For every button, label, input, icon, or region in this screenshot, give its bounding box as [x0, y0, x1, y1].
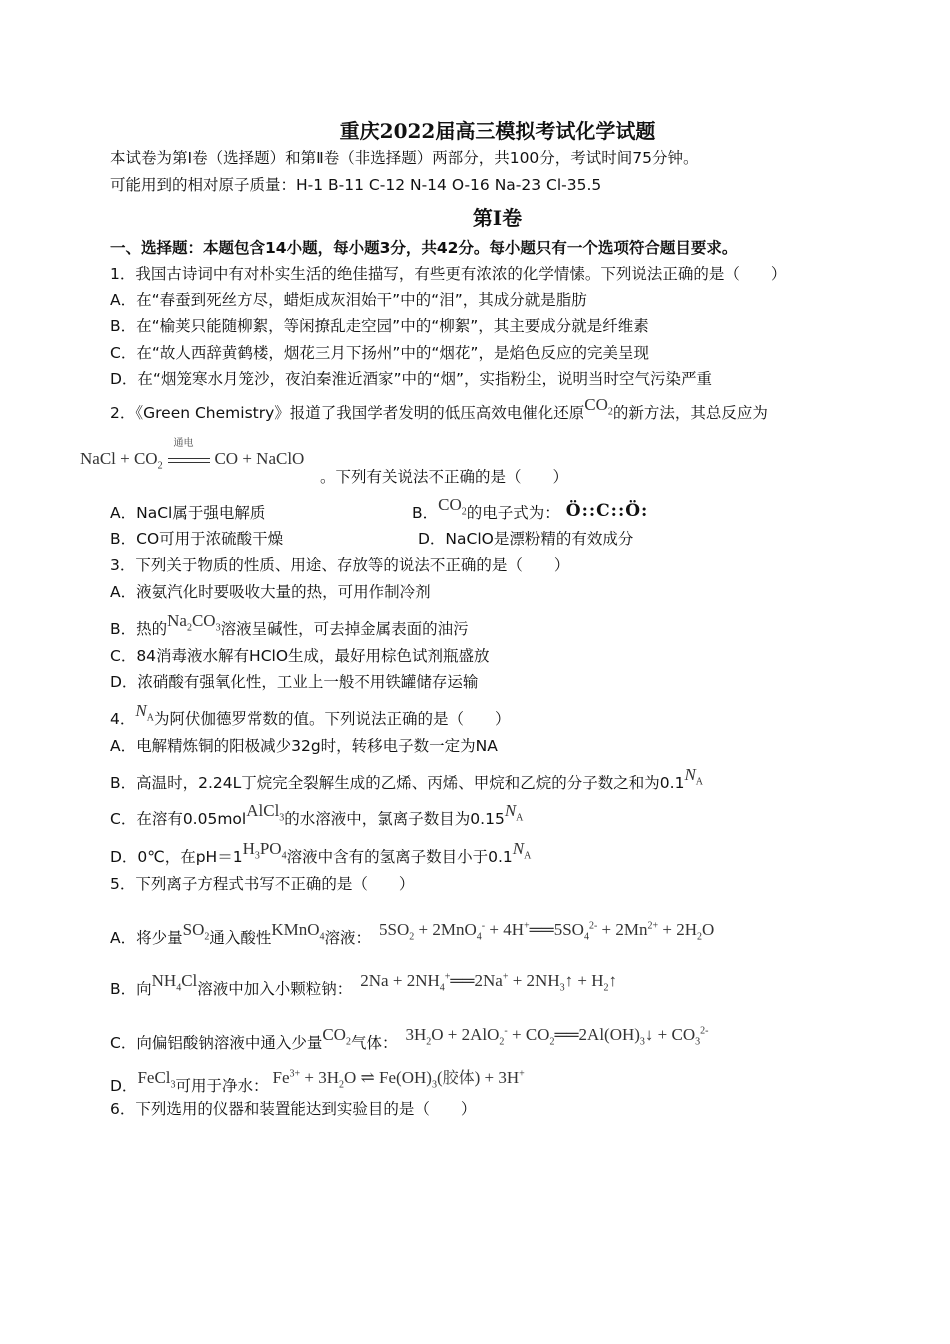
q5-option-c [110, 1020, 708, 1053]
q5-d-prefix: D． [110, 1076, 138, 1095]
equation-c: $3H_2O + 2AlO_2^-$ + $CO_2══2Al(OH)_3↓ + CO_3^{2-}$ [405, 1024, 709, 1048]
section-instruction: 一、选择题：本题包含14小题，每小题3分，共42分。每小题只有一个选项符合题目要求。 [110, 239, 738, 257]
q2-b-suffix: 的电子式为： [466, 504, 560, 522]
formula-na: $N_A$ [512, 839, 532, 862]
q4-option-b [110, 764, 703, 793]
q4-d-prefix: D．0℃，在pH＝1 [110, 848, 243, 866]
q1-option-b: B．在“榆荚只能随柳絮，等闲撩乱走空园”中的“柳絮”，其主要成分就是纤维素 [110, 317, 649, 335]
q3-b-suffix: 溶液呈碱性，可去掉金属表面的油污 [220, 620, 469, 638]
q1-stem: 1．我国古诗词中有对朴实生活的绝佳描写，有些更有浓浓的化学情愫。下列说法正确的是（ ） [110, 265, 787, 283]
q2-option-b [412, 494, 648, 523]
q4-option-a: A．电解精炼铜的阳极减少32g时，转移电子数一定为NA [110, 737, 498, 755]
q5-a-prefix: A．将少量 [110, 928, 183, 947]
formula-co2: $CO_2$ [584, 395, 613, 418]
q3-b-prefix: B．热的 [110, 620, 168, 638]
formula-na2co3: $Na_2CO_3$ [167, 611, 221, 634]
formula-na: $N_A$ [684, 765, 704, 788]
q2-reaction [80, 437, 305, 477]
q1-option-a: A．在“春蚕到死丝方尽，蜡炬成灰泪始干”中的“泪”，其成分就是脂肪 [110, 291, 587, 309]
q4-d-suffix: 溶液中含有的氢离子数目小于0.1 [286, 848, 513, 866]
formula-co2: $CO_2$ [322, 1024, 351, 1048]
q4-option-d [110, 838, 531, 867]
q5-d-suffix: 可用于净水： [175, 1076, 269, 1095]
q5-b-suffix: 溶液中加入小颗粒钠： [197, 979, 353, 998]
condition-label: 通电 [173, 437, 194, 449]
q4-option-c [110, 800, 523, 829]
q3-stem: 3．下列关于物质的性质、用途、存放等的说法不正确的是（ ） [110, 556, 570, 574]
formula-h3po4: $H_3PO_4$ [242, 839, 287, 862]
q5-a-suffix: 溶液： [324, 928, 372, 947]
q5-c-suffix: 气体： [350, 1033, 398, 1052]
q2-stem-a: 2．《Green Chemistry》报道了我国学者发明的低压高效电催化还原 [110, 404, 585, 422]
q5-a-mid: 通入酸性 [209, 928, 272, 947]
equation-a: $5SO_2 + 2MnO_4^-$ + $4H^+══5SO_4^{2-} + 2Mn^{2+} + 2H_2O$ [379, 919, 715, 943]
q3-option-b [110, 610, 469, 639]
equation-d: $Fe^{3+} + 3H_2O$ ⇌ $Fe(OH)_3$(胶体) + 3H+ [272, 1067, 525, 1091]
q1-option-d: D．在“烟笼寒水月笼沙，夜泊秦淮近酒家”中的“烟”，实指粉尘，说明当时空气污染严重 [110, 370, 713, 388]
formula-fecl3: FeCl$_3$ [137, 1067, 176, 1091]
formula-na: $N_A$ [504, 801, 524, 824]
q2-stem-b: 的新方法，其总反应为 [612, 404, 768, 422]
formula-nh4cl: $NH_4Cl$ [151, 970, 198, 994]
q3-option-c: C．84消毒液水解有HClO生成，最好用棕色试剂瓶盛放 [110, 647, 490, 665]
formula-co2: $CO_2$ [438, 495, 467, 518]
q3-option-a: A．液氨汽化时要吸收大量的热，可用作制冷剂 [110, 583, 431, 601]
equation-b: $2Na + 2NH_4^+══2Na^+$ + $2NH_3↑$ + $H_2↑$ [360, 970, 617, 994]
q2-tail: 。下列有关说法不正确的是（ ） [320, 468, 569, 486]
colloid-label: 胶体 [442, 1067, 475, 1087]
intro-line-2: 可能用到的相对原子质量：H-1 B-11 C-12 N-14 O-16 Na-23 Cl-35.5 [110, 176, 602, 194]
q2-option-a: A．NaCl属于强电解质 [110, 504, 266, 522]
q6-stem: 6．下列选用的仪器和装置能达到实验目的是（ ） [110, 1100, 477, 1118]
q5-c-prefix: C．向偏铝酸钠溶液中通入少量 [110, 1033, 323, 1052]
q4-b-text: B．高温时，2.24L丁烷完全裂解生成的乙烯、丙烯、甲烷和乙烷的分子数之和为0.1 [110, 774, 685, 792]
equals-sign-electrolysis [168, 437, 210, 471]
q5-option-d [110, 1063, 525, 1096]
q3-option-d: D．浓硝酸有强氧化性，工业上一般不用铁罐储存运输 [110, 673, 479, 691]
q5-stem: 5．下列离子方程式书写不正确的是（ ） [110, 875, 415, 893]
q4-c-prefix: C．在溶有0.05mol [110, 810, 247, 828]
q5-option-a [110, 915, 714, 948]
q4-stem: 4．$N_A$为阿伏伽德罗常数的值。下列说法正确的是（ ） [110, 701, 511, 728]
q1-option-c: C．在“故人西辞黄鹤楼，烟花三月下扬州”中的“烟花”，是焰色反应的完美呈现 [110, 344, 649, 362]
formula-reactants: NaCl + $CO_2$ [80, 449, 163, 472]
q4-c-suffix: 的水溶液中，氯离子数目为0.15 [284, 810, 505, 828]
q2-b-prefix: B． [412, 504, 439, 522]
formula-alcl3: AlCl$_3$ [246, 801, 285, 824]
intro-line-1: 本试卷为第Ⅰ卷（选择题）和第Ⅱ卷（非选择题）两部分，共100分，考试时间75分钟。 [110, 149, 699, 167]
electron-formula: Ö::C::Ö: [565, 501, 649, 521]
page-title: 重庆2022届高三模拟考试化学试题 [339, 119, 656, 143]
q2-stem [110, 395, 768, 431]
q2-option-d: D．NaClO是漂粉精的有效成分 [418, 530, 634, 548]
q2-option-c: B．CO可用于浓硫酸干燥 [110, 530, 284, 548]
q5-b-prefix: B．向 [110, 979, 152, 998]
q4-stem-text: 为阿伏伽德罗常数的值。下列说法正确的是（ ） [153, 710, 511, 728]
formula-kmno4: KMnO$_4$ [271, 919, 325, 943]
formula-so2: $SO_2$ [182, 919, 210, 943]
formula-na: $N_A$ [135, 701, 154, 724]
q5-option-b [110, 966, 617, 999]
formula-products: CO + NaClO [214, 449, 305, 468]
section-title: 第Ⅰ卷 [472, 206, 523, 230]
